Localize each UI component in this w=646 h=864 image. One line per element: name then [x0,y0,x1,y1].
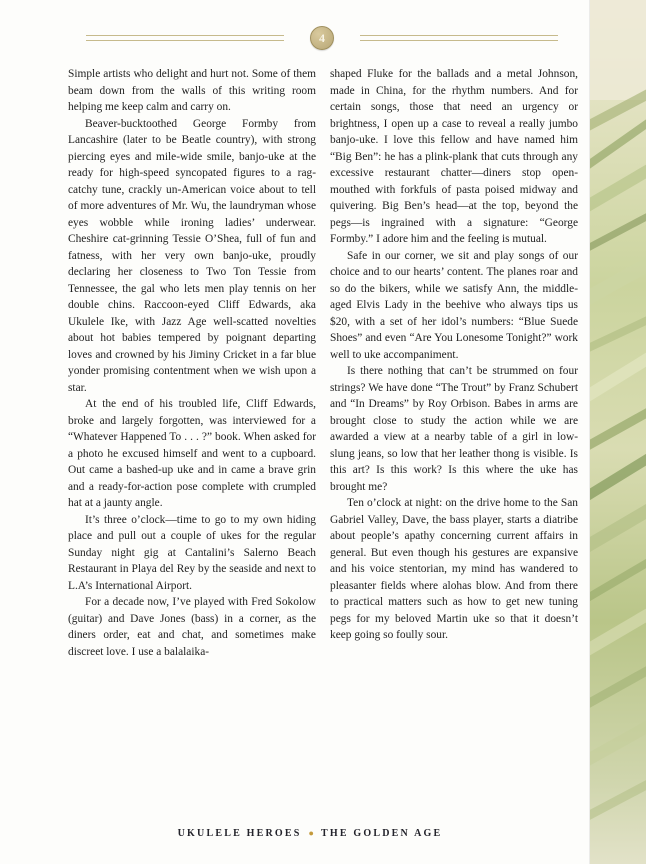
running-footer [0,828,620,839]
paragraph: Beaver-bucktoothed George Formby from Lancashire (later to be Beatle country), with strong piercing eyes and mile-wide smile, banjo-uke at the ready for high-speed syncopated figures to a rag-catchy tune, crackly un-American voice about to tell of more adventures of Mr. Wu, the laundryman whose eyes wobble while ironing ladies’ underwear. Cheshire cat-grinning Tessie O’Shea, full of fun and fatness, with her very own banjo-uke, proudly declaring her closeness to Two Ton Tessie from Tennessee, the gal who lets men play tennis on her double chins. Raccoon-eyed Cliff Edwards, aka Ukulele Ike, with Jazz Age well-scatted novelties about hot babies tempered by poignant departing loves and crowned by his Jiminy Cricket in a far blue yonder promising contentment when we wish upon a star. [68,117,316,394]
ornament-rule-right [360,35,558,41]
text-column-left [68,66,316,660]
paragraph: It’s three o’clock—time to go to my own hiding place and pull out a couple of ukes for the regular Sunday night gig at Cantalini’s Salerno Beach Restaurant in Playa del Rey by the seaside and next to L.A’s International Airport. [68,513,316,592]
footer-dot-icon: ● [308,828,314,838]
paragraph: At the end of his troubled life, Cliff Edwards, broke and largely forgotten, was interviewed for a “Whatever Happened To . . . ?” book. When asked for a photo he excused himself and went to a cupboard. Out came a bashed-up uke and in came a brave grin and a ready-for-action pose complete with crumpled hat at a jaunty angle. [68,398,316,509]
paragraph: Simple artists who delight and hurt not. Some of them beam down from the walls of this writing room helping me keep calm and carry on. [68,68,316,113]
article-body [68,66,578,660]
ornament-rule-left [86,35,284,41]
paragraph: For a decade now, I’ve played with Fred Sokolow (guitar) and Dave Jones (bass) in a corner, as the diners order, eat and chat, and sometimes make discreet love. I use a balalaika- [68,596,316,658]
paragraph: Is there nothing that can’t be strummed on four strings? We have done “The Trout” by Franz Schubert and “In Dreams” by Roy Orbison. Babes in arms are brought close to study the action while we are awarded a view at a nearby table of a girl in low-slung jeans, so low that her leather thong is visible. Is this art? Is this work? Is this where the uke has brought me? [330,365,578,493]
text-column-right [330,66,578,660]
footer-book-title: UKULELE HEROES [177,828,302,839]
page-ornament [86,26,558,50]
paragraph: Ten o’clock at night: on the drive home to the San Gabriel Valley, Dave, the bass player, starts a diatribe about people’s apathy concerning current affairs in general. But even though his gestures are expansive and his voice stentorian, my mind has wandered to pleasanter fields where alohas blow. And from there to practical matters such as how to get new tuning pegs for my beloved Martin uke so that it doesn’t keep going so foully sour. [330,497,578,641]
paragraph: shaped Fluke for the ballads and a metal Johnson, made in China, for the rhythm numbers. And for certain songs, those that need an urgency or brightness, I open up a case to reveal a really jumbo banjo-uke. I love this fellow and have named him “Big Ben”: he has a plink-plank that cuts through any excessive restaurant chatter—diners stop open-mouthed with forkfuls of pasta poised midway and quivering. Big Ben’s head—at the top, beyond the pegs—is ingrained with a signature: “George Formby.” I adore him and the feeling is mutual. [330,68,578,245]
cover-edge-art [589,0,646,864]
paragraph: Safe in our corner, we sit and play songs of our choice and to our hearts’ content. The planes roar and so do the bikers, while we satisfy Ann, the middle-aged Elvis Lady in the beehive who always tips us $20, with a set of her idol’s numbers: “Blue Suede Shoes” and even “Are You Lonesome Tonight?” work well to uke accompaniment. [330,249,578,361]
palm-foliage-graphic [590,0,646,864]
page-number-badge: 4 [310,26,334,50]
footer-chapter-title: THE GOLDEN AGE [320,828,443,839]
